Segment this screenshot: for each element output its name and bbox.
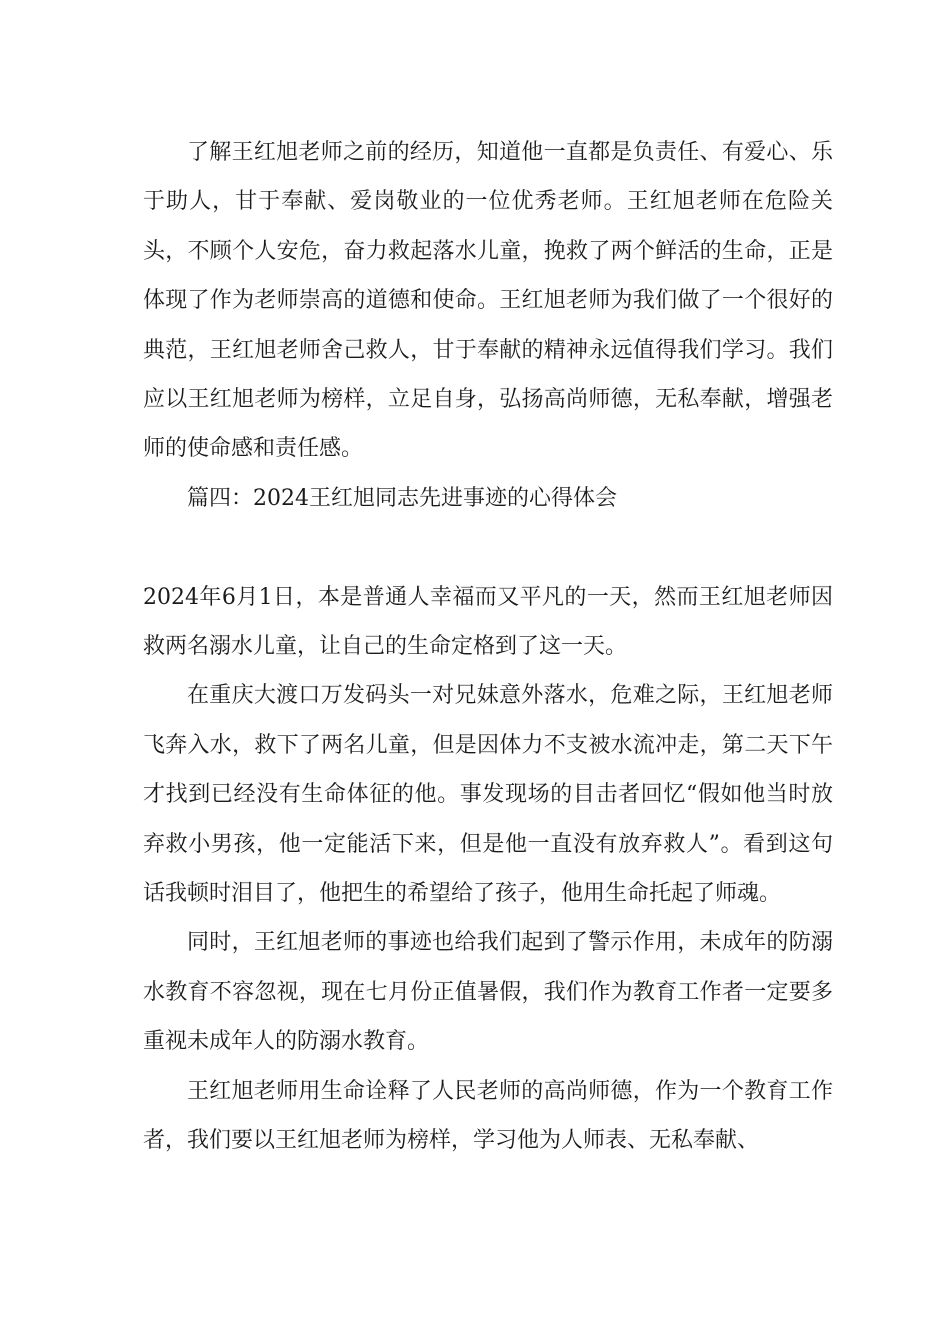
paragraph-1: 了解王红旭老师之前的经历，知道他一直都是负责任、有爱心、乐于助人，甘于奉献、爱岗敬业的一位优秀老师。王红旭老师在危险关头，不顾个人安危，奋力救起落水儿童，挽救了两个鲜活的生命，正是体现了作为老师崇高的道德和使命。王红旭老师为我们做了一个很好的典范，王红旭老师舍己救人，甘于奉献的精神永远值得我们学习。我们应以王红旭老师为榜样，立足自身，弘扬高尚师德，无私奉献，增强老师的使命感和责任感。 — [143, 140, 833, 462]
paragraph-3: 在重庆大渡口万发码头一对兄妹意外落水，危难之际，王红旭老师飞奔入水，救下了两名儿童，但是因体力不支被水流冲走，第二天下午才找到已经没有生命体征的他。事发现场的目击者回忆“假如他当时放弃救小男孩，他一定能活下来，但是他一直没有放弃救人”。看到这句话我顿时泪目了，他把生的希望给了孩子，他用生命托起了师魂。 — [143, 683, 833, 907]
blank-line — [143, 523, 833, 572]
paragraph-2: 2024年6月1日，本是普通人幸福而又平凡的一天，然而王红旭老师因救两名溺水儿童，让自己的生命定格到了这一天。 — [143, 584, 833, 660]
paragraph-5: 王红旭老师用生命诠释了人民老师的高尚师德，作为一个教育工作者，我们要以王红旭老师为榜样，学习他为人师表、无私奉献、 — [143, 1078, 833, 1154]
paragraph-4: 同时，王红旭老师的事迹也给我们起到了警示作用，未成年的防溺水教育不容忽视，现在七月份正值暑假，我们作为教育工作者一定要多重视未成年人的防溺水教育。 — [143, 930, 833, 1055]
document-body — [143, 128, 833, 1166]
section-heading: 篇四：2024王红旭同志先进事迹的心得体会 — [187, 485, 617, 511]
